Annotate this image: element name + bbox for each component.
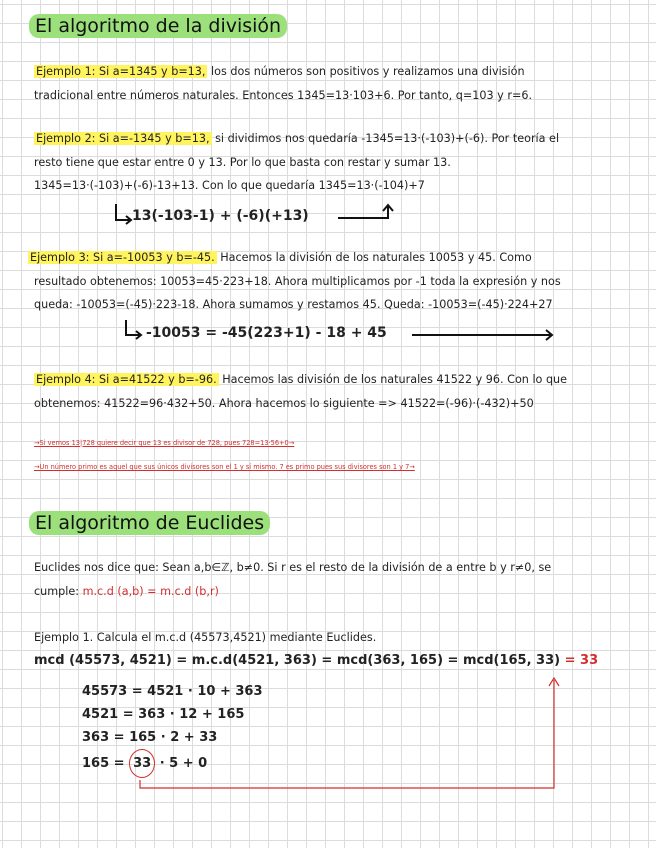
euclides-theorem: m.c.d (a,b) = m.c.d (b,r) [82, 584, 219, 598]
example-3-label: Ejemplo 3: Si a=-10053 y b=-45. [30, 251, 215, 264]
step-4-right: · 5 + 0 [159, 756, 208, 771]
euclides-intro-text: Euclides nos dice que: Sean a,b∈ℤ, b≠0. Si r es el resto de la división de a entre b y r≠0, se [34, 561, 552, 574]
note-divisor: →Si vemos 13|728 quiere decir que 13 es divisor de 728, pues 728=13·56+0→ [34, 439, 295, 447]
step-4-left: 165 = [82, 756, 125, 771]
euclides-intro-cumple: cumple: [34, 584, 83, 598]
step-2: 4521 = 363 · 12 + 165 [82, 707, 245, 722]
mcd-result: = 33 [564, 653, 599, 668]
example-4-label: Ejemplo 4: Si a=41522 y b=-96. [36, 373, 217, 386]
example-2-text-2: resto tiene que estar entre 0 y 13. Por lo que basta con restar y sumar 13. [34, 155, 451, 169]
example-1 [34, 60, 532, 107]
step-1: 45573 = 4521 · 10 + 363 [82, 684, 263, 699]
example-2-text-3: 1345=13·(-103)+(-6)-13+13. Con lo que quedaría 1345=13·(-104)+7 [34, 179, 425, 192]
example-4-text-2: obtenemos: 41522=96·432+50. Ahora hacemos lo siguiente => 41522=(-96)·(-432)+50 [34, 396, 534, 410]
euclides-example-label: Ejemplo 1. Calcula el m.c.d (45573,4521) mediante Euclides. [34, 631, 377, 644]
result-connector-arrow [120, 660, 570, 800]
example-4 [34, 368, 567, 415]
example-4-text: Hacemos las división de los naturales 41522 y 96. Con lo que [218, 373, 568, 386]
step-4-circled-33: 33 [129, 749, 155, 778]
euclides-example [34, 626, 376, 650]
example-2 [34, 127, 559, 198]
example-2-handwritten: 13(-103-1) + (-6)(+13) [132, 208, 309, 224]
example-3-text: Hacemos la división de los naturales 10053 y 45. Como [216, 251, 532, 264]
euclides-intro [34, 556, 551, 603]
example-1-label: Ejemplo 1: Si a=1345 y b=13, [36, 65, 206, 78]
mcd-chain-text: mcd (45573, 4521) = m.c.d(4521, 363) = mcd(363, 165) = mcd(165, 33) [34, 653, 561, 668]
example-2-label: Ejemplo 2: Si a=-1345 y b=13, [36, 132, 210, 145]
example-3-text-3: queda: -10053=(-45)·223-18. Ahora sumamos y restamos 45. Queda: -10053=(-45)·224+27 [34, 298, 553, 311]
step-3: 363 = 165 · 2 + 33 [82, 730, 218, 745]
section-title-euclides: El algoritmo de Euclides [29, 511, 270, 535]
note-prime: →Un número primo es aquel que sus únicos divisores son el 1 y sí mismo. 7 es primo pues sus divisores son 1 y 7→ [34, 463, 415, 471]
example-3-handwritten: -10053 = -45(223+1) - 18 + 45 [146, 325, 387, 341]
example-3 [30, 246, 561, 317]
example-1-text-2: tradicional entre números naturales. Entonces 1345=13·103+6. Por tanto, q=103 y r=6. [34, 88, 533, 102]
example-3-text-2: resultado obtenemos: 10053=45·223+18. Ahora multiplicamos por -1 toda la expresión y nos [34, 274, 561, 288]
example-2-text: si dividimos nos quedaría -1345=13·(-103)+(-6). Por teoría el [211, 132, 560, 145]
example-1-text: los dos números son positivos y realizamos una división [207, 65, 525, 78]
section-title-division: El algoritmo de la división [29, 14, 287, 38]
